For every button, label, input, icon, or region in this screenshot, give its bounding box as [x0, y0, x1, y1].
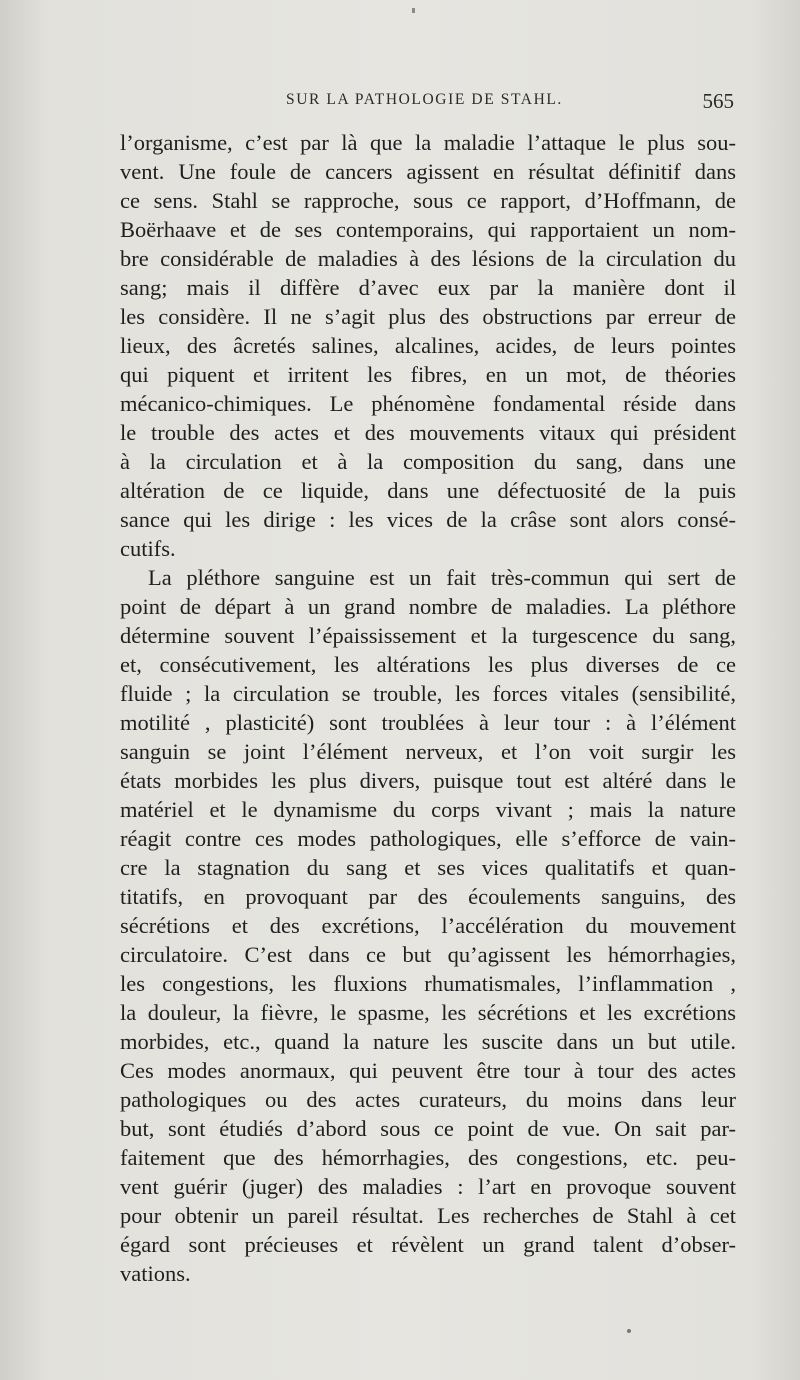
text-line: bre considérable de maladies à des lésions de la circulation du — [120, 246, 736, 271]
text-line: la douleur, la fièvre, le spasme, les sécrétions et les excrétions — [120, 1000, 736, 1025]
text-line: motilité , plasticité) sont troublées à leur tour : à l’élément — [120, 710, 736, 735]
text-line: détermine souvent l’épaississement et la turgescence du sang, — [120, 623, 736, 648]
text-line: altération de ce liquide, dans une défectuosité de la puis — [120, 478, 736, 503]
text-line: mécanico-chimiques. Le phénomène fondamental réside dans — [120, 391, 736, 416]
text-line: sance qui les dirige : les vices de la crâse sont alors consé- — [120, 507, 736, 532]
text-line: faitement que des hémorrhagies, des congestions, etc. peu- — [120, 1145, 736, 1170]
text-line: qui piquent et irritent les fibres, en un mot, de théories — [120, 362, 736, 387]
text-line: à la circulation et à la composition du sang, dans une — [120, 449, 736, 474]
text-line: titatifs, en provoquant par des écoulements sanguins, des — [120, 884, 736, 909]
scan-speck — [627, 1329, 631, 1333]
text-line: sang; mais il diffère d’avec eux par la manière dont il — [120, 275, 736, 300]
text-line: point de départ à un grand nombre de maladies. La pléthore — [120, 594, 736, 619]
text-line: les considère. Il ne s’agit plus des obstructions par erreur de — [120, 304, 736, 329]
text-line: Ces modes anormaux, qui peuvent être tour à tour des actes — [120, 1058, 736, 1083]
text-line: le trouble des actes et des mouvements vitaux qui président — [120, 420, 736, 445]
text-line: matériel et le dynamisme du corps vivant ; mais la nature — [120, 797, 736, 822]
text-line: égard sont précieuses et révèlent un grand talent d’obser- — [120, 1232, 736, 1257]
page-number: 565 — [702, 89, 734, 113]
text-line: états morbides les plus divers, puisque tout est altéré dans le — [120, 768, 736, 793]
text-line: pour obtenir un pareil résultat. Les recherches de Stahl à cet — [120, 1203, 736, 1228]
page-header — [122, 89, 734, 119]
text-line: les congestions, les fluxions rhumatismales, l’inflammation , — [120, 971, 736, 996]
text-line: réagit contre ces modes pathologiques, elle s’efforce de vain- — [120, 826, 736, 851]
text-line: sanguin se joint l’élément nerveux, et l’on voit surgir les — [120, 739, 736, 764]
body-text — [120, 128, 736, 1288]
scan-speck — [412, 8, 415, 13]
text-line: cre la stagnation du sang et ses vices qualitatifs et quan- — [120, 855, 736, 880]
text-line: cutifs. — [120, 536, 176, 561]
text-line: vent guérir (juger) des maladies : l’art en provoque souvent — [120, 1174, 736, 1199]
text-line: l’organisme, c’est par là que la maladie l’attaque le plus sou- — [120, 130, 736, 155]
text-line: et, consécutivement, les altérations les plus diverses de ce — [120, 652, 736, 677]
text-line: sécrétions et des excrétions, l’accélération du mouvement — [120, 913, 736, 938]
text-line: ce sens. Stahl se rapproche, sous ce rapport, d’Hoffmann, de — [120, 188, 736, 213]
text-line: morbides, etc., quand la nature les suscite dans un but utile. — [120, 1029, 736, 1054]
text-line: circulatoire. C’est dans ce but qu’agissent les hémorrhagies, — [120, 942, 736, 967]
text-line: fluide ; la circulation se trouble, les forces vitales (sensibilité, — [120, 681, 736, 706]
text-line: Boërhaave et de ses contemporains, qui rapportaient un nom- — [120, 217, 736, 242]
text-line: pathologiques ou des actes curateurs, du moins dans leur — [120, 1087, 736, 1112]
text-line: vations. — [120, 1261, 191, 1286]
text-line: vent. Une foule de cancers agissent en résultat définitif dans — [120, 159, 736, 184]
paragraph-first-line: La pléthore sanguine est un fait très-commun qui sert de — [148, 565, 736, 590]
running-title: SUR LA PATHOLOGIE DE STAHL. — [286, 91, 563, 108]
text-line: lieux, des âcretés salines, alcalines, acides, de leurs pointes — [120, 333, 736, 358]
text-line: but, sont étudiés d’abord sous ce point de vue. On sait par- — [120, 1116, 736, 1141]
